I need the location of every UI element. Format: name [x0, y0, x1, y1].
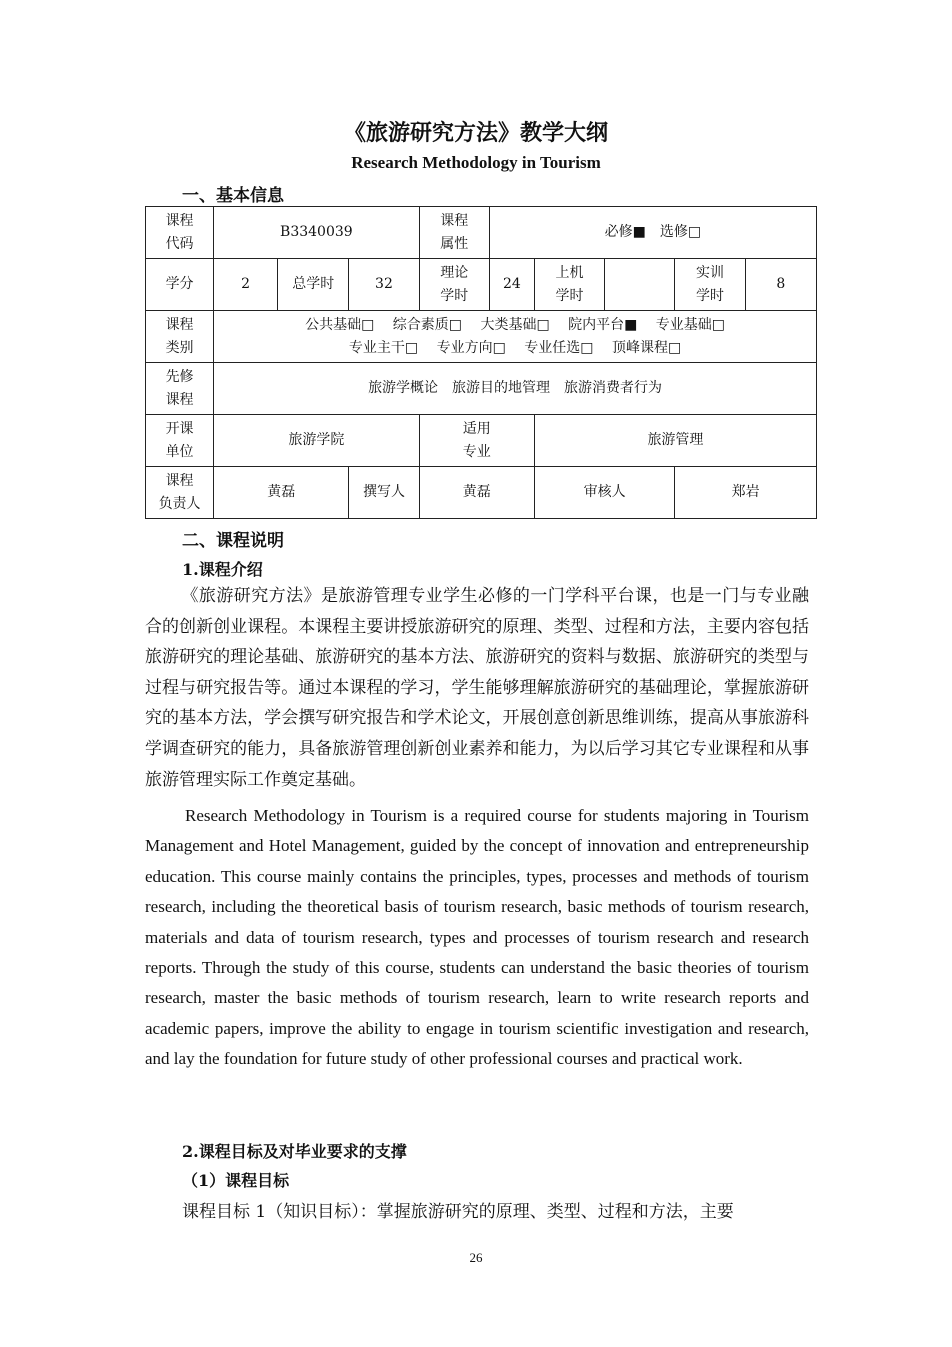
writer-value: 黄磊 — [419, 467, 534, 519]
page-number: 26 — [469, 1250, 483, 1265]
total-hours-label: 总学时 — [278, 259, 349, 311]
prereq-label: 先修 课程 — [146, 363, 214, 415]
leader-value: 黄磊 — [214, 467, 349, 519]
document-subtitle: Research Methodology in Tourism — [351, 153, 601, 172]
theory-hours-label: 理论 学时 — [419, 259, 489, 311]
course-goal-1: 课程目标 1（知识目标）：掌握旅游研究的原理、类型、过程和方法，主要 — [182, 1202, 734, 1222]
computer-hours-value — [605, 259, 675, 311]
writer-label: 撰写人 — [349, 467, 419, 519]
section-basic-info-heading: 一、基本信息 — [182, 186, 284, 206]
credits-value: 2 — [214, 259, 278, 311]
practice-hours-value: 8 — [745, 259, 816, 311]
major-value: 旅游管理 — [534, 415, 816, 467]
total-hours-value: 32 — [349, 259, 419, 311]
category-label: 课程 类别 — [146, 311, 214, 363]
major-label: 适用 专业 — [419, 415, 534, 467]
course-intro-english-text: Research Methodology in Tourism is a required course for students majoring in Tourism Management and Hotel Management, guided by the concept of innovation and entrepreneurship education. This course mainly contains the principles, types, processes and methods of tourism research, including the theoretical basis of tourism research, basic methods of tourism research, materials and data of tourism research, types and processes of tourism research and research reports. Through the study of this course, students can understand the basic theories of tourism research, master the basic methods of tourism research, learn to write research reports and academic papers, improve the ability to engage in tourism scientific investigation and research, and lay the foundation for future study of other professional courses and practical work. — [145, 806, 809, 1069]
reviewer-value: 郑岩 — [675, 467, 817, 519]
prereq-value: 旅游学概论 旅游目的地管理 旅游消费者行为 — [214, 363, 817, 415]
section-course-description-heading: 二、课程说明 — [182, 531, 284, 551]
course-goals-heading: 2.课程目标及对毕业要求的支撑 — [182, 1142, 407, 1161]
course-code-value: B3340039 — [214, 207, 419, 259]
course-code-label: 课程 代码 — [146, 207, 214, 259]
leader-label: 课程 负责人 — [146, 467, 214, 519]
category-options-line2: 专业主干□ 专业方向□ 专业任选□ 顶峰课程□ — [348, 339, 682, 356]
document-title: 《旅游研究方法》教学大纲 — [343, 120, 608, 146]
course-goals-subheading: （1）课程目标 — [182, 1171, 290, 1190]
category-options — [214, 311, 817, 363]
dept-value: 旅游学院 — [214, 415, 419, 467]
computer-hours-label: 上机 学时 — [534, 259, 604, 311]
course-info-table — [145, 206, 817, 519]
course-intro-chinese-text: 《旅游研究方法》是旅游管理专业学生必修的一门学科平台课，也是一门与专业融合的创新创业课程。本课程主要讲授旅游研究的原理、类型、过程和方法，主要内容包括旅游研究的理论基础、旅游研究的基本方法、旅游研究的资料与数据、旅游研究的类型与过程与研究报告等。通过本课程的学习，学生能够理解旅游研究的基础理论，掌握旅游研究的基本方法，学会撰写研究报告和学术论文，开展创意创新思维训练，提高从事旅游科学调查研究的能力，具备旅游管理创新创业素养和能力，为以后学习其它专业课程和从事旅游管理实际工作奠定基础。 — [145, 586, 809, 790]
reviewer-label: 审核人 — [534, 467, 674, 519]
course-intro-heading: 1.课程介绍 — [182, 560, 263, 579]
theory-hours-value: 24 — [489, 259, 534, 311]
dept-label: 开课 单位 — [146, 415, 214, 467]
course-intro-chinese — [145, 581, 809, 795]
category-options-line1: 公共基础□ 综合素质□ 大类基础□ 院内平台■ 专业基础□ — [305, 316, 726, 333]
course-attr-value: 必修■ 选修□ — [489, 207, 816, 259]
credits-label: 学分 — [146, 259, 214, 311]
course-attr-label: 课程 属性 — [419, 207, 489, 259]
practice-hours-label: 实训 学时 — [675, 259, 745, 311]
course-intro-english — [145, 801, 809, 1075]
